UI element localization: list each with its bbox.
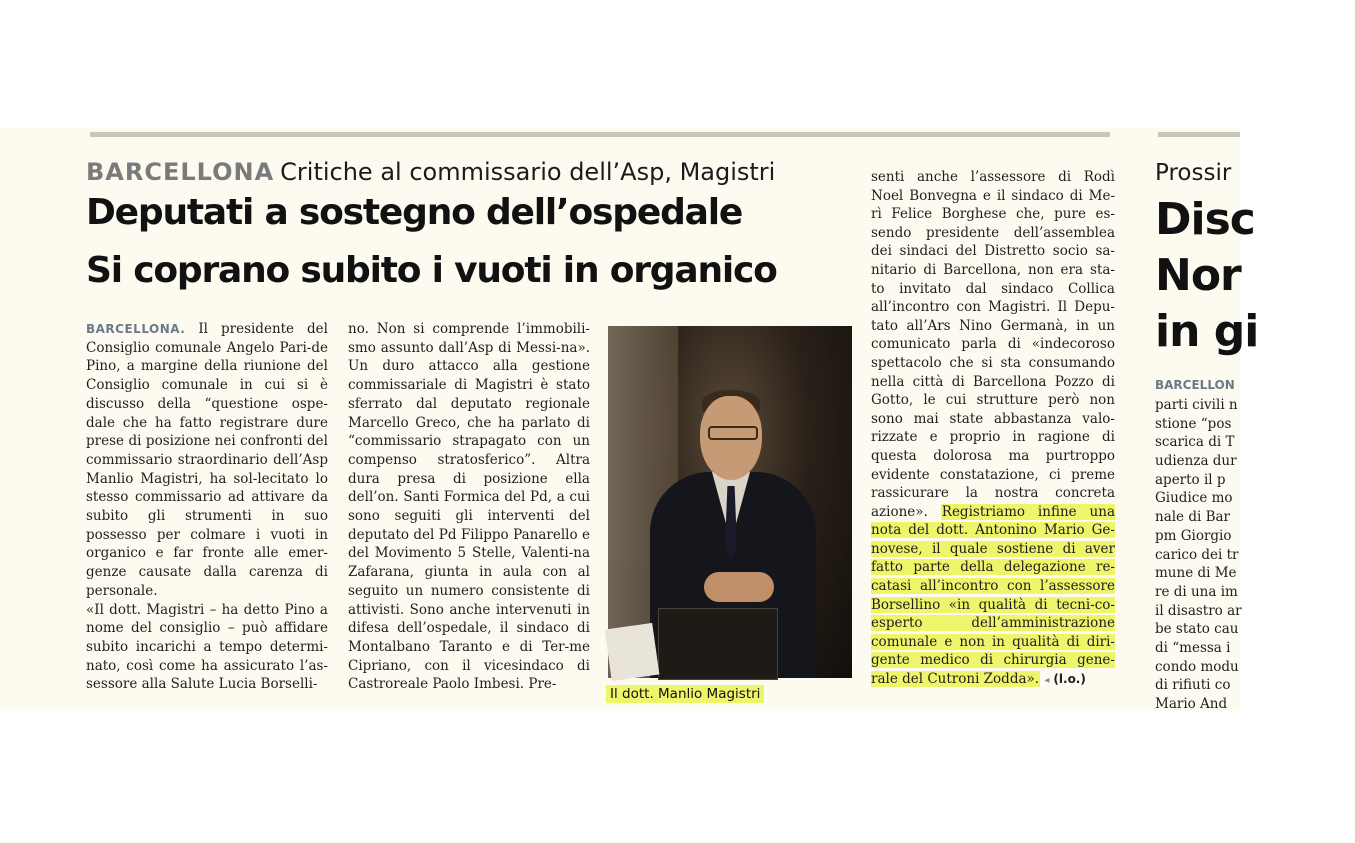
next-line: scarica di T [1155,434,1235,451]
next-line: aperto il p [1155,471,1226,488]
column-2-text: no. Non si comprende l’immobili-smo assunto dall’Asp di Messi-na». Un duro attacco alla gestione commissariale di Magistri è stato sferrato dal deputato regionale Marcello Greco, che ha parlato di “commissario strapagato con un compenso stratosferico”. Altra dura presa di posizione ella dell’on. Santi Formica del Pd, a cui sono seguiti gli interventi del deputato del Pd Filippo Panarello e del Movimento 5 Stelle, Valenti-na Zafarana, giunta in aula con al seguito un numero consistente di attivisti. Sono anche intervenuti in difesa dell’ospedale, il sindaco di Montalbano Taranto e di Ter-me Cipriano, con il vicesindaco di Castroreale Paolo Imbesi. Pre- [348,321,590,693]
portrait-photo [608,326,852,678]
highlighted-passage: Registriamo infine una nota del dott. Antonino Mario Ge-novese, il quale sostiene di aver fatto parte della delegazione re-catasi all’incontro con l’assessore Borsellino «in qualità di tecni-co-esperto dell’amministrazione comunale e non in qualità di diri-gente medico di chirurgia gene-rale del Cutroni Zodda». [871,503,1115,688]
next-article-body [1155,396,1315,714]
headline-line-1: Deputati a sostegno dell’ospedale [86,192,743,233]
top-rule-next [1158,132,1240,137]
article-column-1 [86,320,328,694]
column-3-text: senti anche l’assessore di Rodì Noel Bonvegna e il sindaco di Me-rì Felice Borghese che, pure es-sendo presidente dell’assemblea dei sindaci del Distretto socio sa-nitario di Barcellona, non era sta-to invitato dal sindaco Collica all’incontro con Magistri. Il Depu-tato all’Ars Nino Germanà, in un comunicato parla di «indecoroso spettacolo che si sta consumando nella città di Barcellona Pozzo di Gotto, le cui strutture però non sono mai state abbastanza valo-rizzate e proprio in ragione di questa dolorosa ma purtroppo evidente constatazione, ci preme rassicurare la nostra concreta azione». [871,169,1115,520]
next-line: udienza dur [1155,453,1237,470]
next-dateline: BARCELLON [1155,378,1235,392]
next-line: il disastro ar [1155,602,1242,619]
next-line: Mario And [1155,696,1228,712]
headline-line-2: Si coprano subito i vuoti in organico [86,250,777,291]
next-headline-line-3: in gi [1155,306,1259,357]
kicker-city: BARCELLONA [86,158,275,186]
next-line: be stato cau [1155,621,1239,638]
next-headline-line-1: Disc [1155,194,1255,245]
next-headline-line-2: Nor [1155,250,1241,301]
article-column-3 [871,168,1115,691]
next-line: carico dei tr [1155,546,1239,563]
next-line: nale di Bar [1155,509,1231,526]
next-line: condo modu [1155,658,1239,675]
dateline: BARCELLONA. [86,322,186,336]
photo-caption: Il dott. Manlio Magistri [606,685,764,703]
next-line: pm Giorgio [1155,527,1232,544]
top-rule [90,132,1110,137]
next-line: Giudice mo [1155,490,1233,507]
column-1-text: Il presidente del Consiglio comunale Angelo Pari-de Pino, a margine della riunione del Consiglio comunale in cui si è discusso della “questione ospe-dale che ha fatto registrare dure prese di posizione nei confronti del commissario straordinario dell’Asp Manlio Magistri, ha sol-lecitato lo stesso commissario ad attivare da subito gli strumenti in suo possesso per colmare i vuoti in organico e far fronte alle emer-genze causate dalla carenza di personale. [86,321,328,599]
next-line: stione “pos [1155,415,1232,432]
newspaper-clipping [0,128,1259,712]
next-article-kicker: Prossir [1155,160,1232,186]
next-line: mune di Me [1155,565,1237,582]
next-line: di “messa i [1155,639,1231,656]
end-mark-icon: ◂ [1044,675,1050,687]
next-line: re di una im [1155,583,1238,600]
column-1-quote: «Il dott. Magistri – ha detto Pino a nome del consiglio – può affidare subito incarichi a tempo determi-nato, così come ha assicurato l’as-sessore alla Salute Lucia Borselli- [86,601,328,693]
next-line: di rifiuti co [1155,677,1231,694]
kicker-text: Critiche al commissario dell’Asp, Magistri [280,158,776,186]
article-kicker [86,158,775,186]
article-column-2 [348,320,590,694]
next-line: parti civili n [1155,397,1238,413]
author-signature: (l.o.) [1053,672,1086,687]
